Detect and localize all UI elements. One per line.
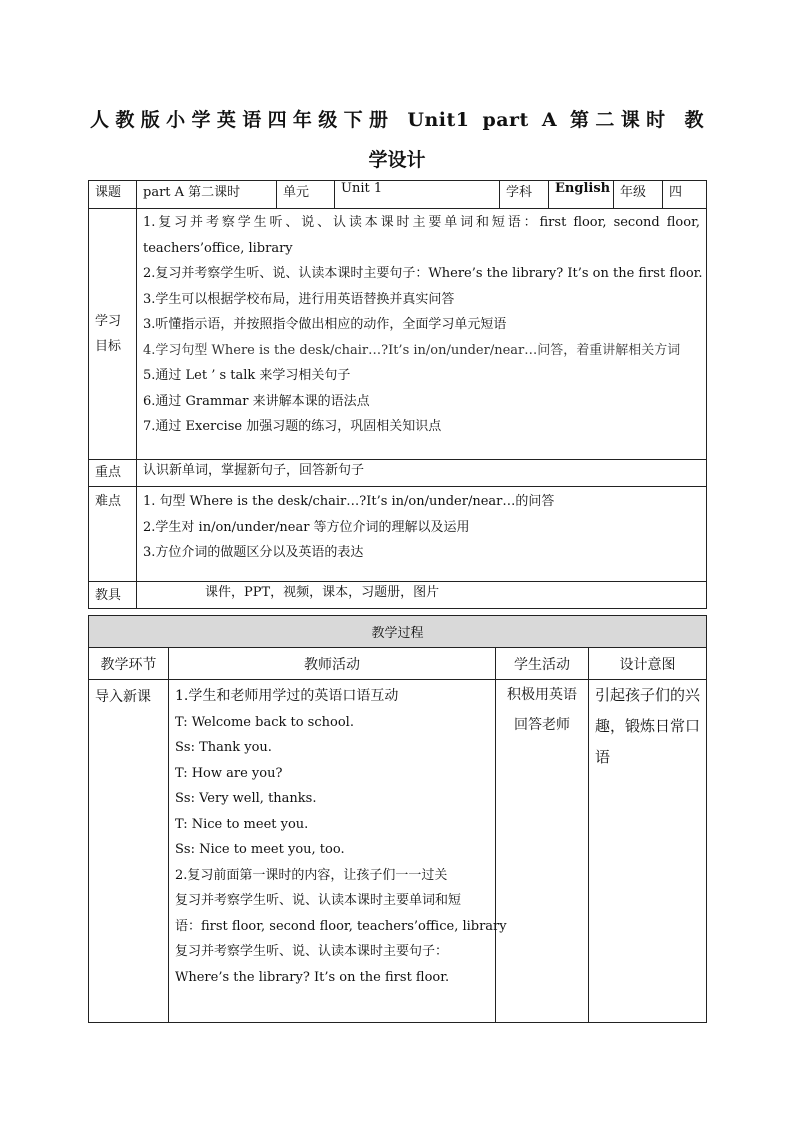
difficulties-content <box>137 487 707 582</box>
difficulty-item: 1. 句型 Where is the desk/chair…?It’s in/on/under/near…的问答 <box>143 494 555 509</box>
topic-label: 课题 <box>89 181 137 209</box>
document-title-continued: 学设计 <box>368 149 426 171</box>
objectives-label-line2: 目标 <box>95 339 122 354</box>
objective-item: 3.听懂指示语，并按照指令做出相应的动作，全面学习单元短语 <box>143 317 507 332</box>
teacher-line: 复习并考察学生听、说、认读本课时主要句子： <box>175 944 449 959</box>
subject-label: 学科 <box>500 181 549 209</box>
teacher-line: Ss: Very well, thanks. <box>175 791 317 806</box>
objective-item: 5.通过 Let ’ s talk 来学习相关句子 <box>143 368 351 383</box>
unit-value: Unit 1 <box>335 181 500 209</box>
key-points-label: 重点 <box>89 460 137 487</box>
teacher-line: 2.复习前面第一课时的内容，让孩子们一一过关 <box>175 867 448 883</box>
student-line: 回答老师 <box>514 717 570 733</box>
student-activity-cell <box>496 680 589 1023</box>
topic-value: part A 第二课时 <box>137 181 277 209</box>
grade-label: 年级 <box>614 181 663 209</box>
objective-item: 1.复习并考察学生听、说、认读本课时主要单词和短语：first floor, second floor, teachers’office, library <box>143 215 700 256</box>
teacher-line: Ss: Nice to meet you, too. <box>175 842 345 857</box>
difficulties-row <box>89 487 707 582</box>
stage-header: 教学环节 <box>89 648 169 680</box>
stage-cell: 导入新课 <box>89 680 169 1023</box>
teacher-line: 语：first floor, second floor, teachers’office, library <box>175 918 507 934</box>
teaching-process-table <box>88 615 707 1023</box>
teacher-line: T: Nice to meet you. <box>175 816 309 832</box>
teacher-line: T: Welcome back to school. <box>175 714 354 730</box>
teacher-line: Where’s the library? It’s on the first floor. <box>175 969 450 985</box>
teacher-line: Ss: Thank you. <box>175 740 272 755</box>
objective-item: 4.学习句型 Where is the desk/chair…?It’s in/on/under/near…问答，着重讲解相关方词 <box>143 342 681 358</box>
unit-label: 单元 <box>277 181 335 209</box>
materials-row <box>89 582 707 609</box>
teacher-line: 复习并考察学生听、说、认读本课时主要单词和短 <box>175 893 462 908</box>
objective-item: 7.通过 Exercise 加强习题的练习，巩固相关知识点 <box>143 419 442 434</box>
materials-label: 教具 <box>89 582 137 609</box>
design-intent-header: 设计意图 <box>589 648 707 680</box>
difficulties-label: 难点 <box>89 487 137 582</box>
student-line: 积极用英语 <box>507 687 577 703</box>
materials-text: 课件，PPT，视频，课本，习题册，图片 <box>137 582 707 609</box>
design-intent-cell: 引起孩子们的兴趣，锻炼日常口语 <box>589 680 707 1023</box>
process-row <box>89 680 707 1023</box>
objective-item: 2.复习并考察学生听、说、认读本课时主要句子：Where’s the library? It’s on the first floor. <box>143 266 703 281</box>
objective-item: 3.学生可以根据学校布局，进行用英语替换并真实问答 <box>143 291 455 307</box>
objectives-label-line1: 学习 <box>95 314 122 329</box>
document-title: 人教版小学英语四年级下册 Unit1 part A 第二课时 教 <box>90 109 704 131</box>
objectives-label <box>89 209 137 460</box>
key-points-row <box>89 460 707 487</box>
objectives-row <box>89 209 707 460</box>
process-header-row <box>89 648 707 680</box>
teacher-line: T: How are you? <box>175 765 283 781</box>
difficulty-item: 2.学生对 in/on/under/near 等方位介词的理解以及运用 <box>143 519 470 535</box>
teacher-activity-header: 教师活动 <box>169 648 496 680</box>
teacher-activity-cell <box>169 680 507 1023</box>
process-band-title: 教学过程 <box>89 616 707 648</box>
lesson-info-table <box>88 180 707 609</box>
student-activity-header: 学生活动 <box>496 648 589 680</box>
objectives-content <box>137 209 707 460</box>
info-row <box>89 181 707 209</box>
subject-value: English <box>549 181 614 209</box>
key-points-text: 认识新单词，掌握新句子，回答新句子 <box>137 460 707 487</box>
difficulty-item: 3.方位介词的做题区分以及英语的表达 <box>143 545 364 560</box>
grade-value: 四 <box>663 181 707 209</box>
objective-item: 6.通过 Grammar 来讲解本课的语法点 <box>143 393 370 409</box>
teacher-line: 1.学生和老师用学过的英语口语互动 <box>175 688 399 704</box>
